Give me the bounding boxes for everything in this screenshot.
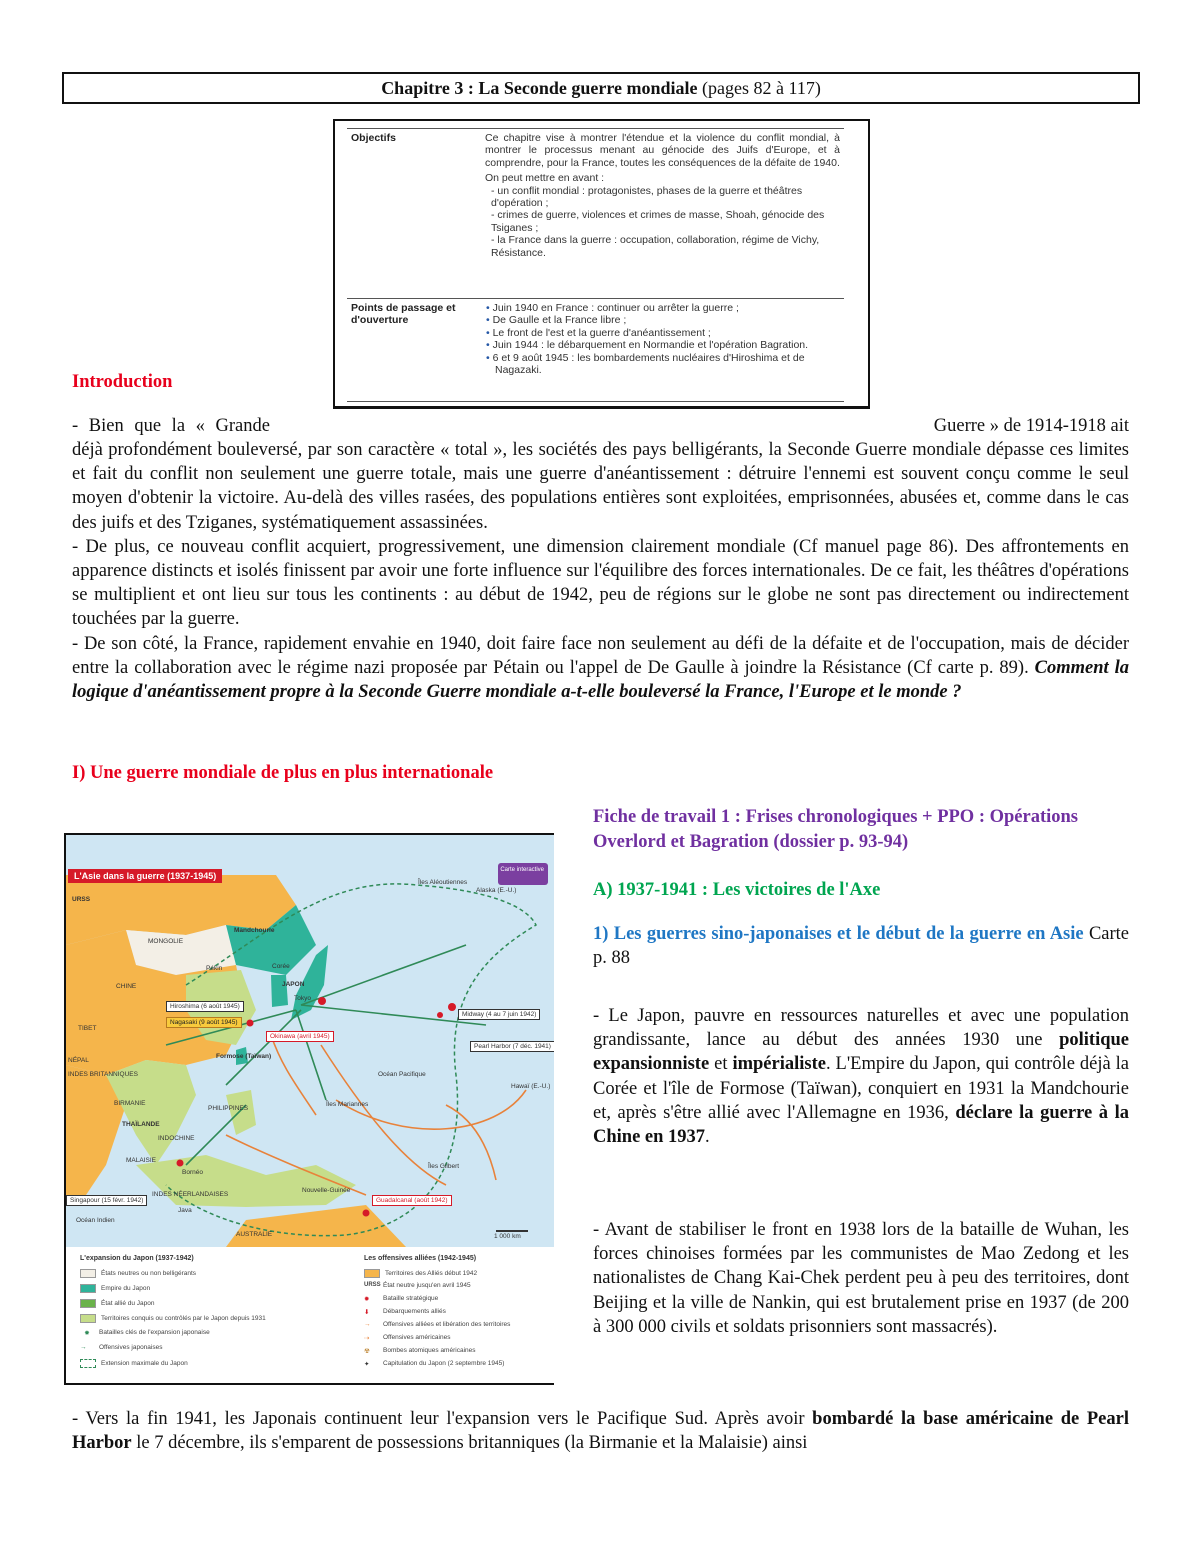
legend-swatch-conquered — [80, 1314, 96, 1323]
passage-item: • 6 et 9 août 1945 : les bombardements nucléaires d'Hiroshima et de Nagazaki. — [495, 352, 840, 377]
objectifs-text — [485, 132, 840, 259]
map-title: L'Asie dans la guerre (1937-1945) — [68, 869, 222, 883]
imperialiste: impérialiste — [732, 1054, 826, 1075]
legend-item: États neutres ou non belligérants — [80, 1269, 196, 1278]
legend-item: ☢ Bombes atomiques américaines — [364, 1347, 476, 1355]
map-label-urss: URSS — [72, 896, 91, 903]
declare-guerre-chine: déclare la guerre à la Chine en 1937 — [593, 1102, 1129, 1148]
legend-item: URSS État neutre jusqu'en avril 1945 — [364, 1282, 471, 1290]
intro-p1-rest: déjà profondément bouleversé, par son caractère « total », les sociétés des pays belligérants, la Seconde Guerre mondiale dépasse ces limites et fait du conflit non seulement une guerre totale, mais une guerre d'anéantissement : détruire l'ennemi est souvent conçu comme le seul moyen d'obtenir la victoire. Au-delà des villes rasées, des populations entières sont exploitées, emprisonnées, abusées et, comme dans le cas des juifs et des Tziganes, systématiquement assassinées. — [72, 440, 1129, 533]
pearl-harbor-bold: bombardé la base américaine de Pearl Harbor — [72, 1409, 1129, 1454]
map-label-ocean-pacifique: Océan Pacifique — [378, 1071, 426, 1078]
intro-body — [72, 438, 1129, 704]
map-event-singapour: Singapour (15 févr. 1942) — [66, 1195, 147, 1206]
politique-expansionniste: politique expansionniste — [593, 1030, 1130, 1075]
map-label-marianes: Îles Mariannes — [326, 1101, 369, 1108]
map-label-coree: Corée — [272, 963, 290, 970]
map-label-mongolie: MONGOLIE — [148, 938, 184, 945]
legend-item: ✹ Bataille stratégique — [364, 1295, 439, 1303]
chapter-pages: (pages 82 à 117) — [702, 78, 821, 98]
section-1-heading: I) Une guerre mondiale de plus en plus internationale — [72, 763, 494, 783]
subsection-1-heading — [593, 922, 1129, 970]
legend-item: Territoires des Alliés début 1942 — [364, 1269, 477, 1278]
map-label-aleoutiennes: Îles Aléoutiennes — [418, 879, 468, 886]
passage-item: • Juin 1944 : le débarquement en Normandie et l'opération Bagration. — [495, 339, 840, 351]
map-event-nagasaki: Nagasaki (9 août 1945) — [166, 1017, 242, 1028]
map-label-philippines: PHILIPPINES — [208, 1105, 249, 1112]
map-label-borneo: Bornéo — [182, 1169, 203, 1176]
map-korea — [271, 975, 288, 1007]
fiche-de-travail: Fiche de travail 1 : Frises chronologiques + PPO : Opérations Overlord et Bagration (dossier p. 93-94) — [593, 807, 1078, 852]
chapter-title-box — [62, 72, 1140, 104]
intro-p1-start: - Bien que la « Grande — [72, 416, 270, 436]
map-label-japon: JAPON — [282, 981, 305, 988]
passage-list — [485, 302, 840, 376]
asia-war-map — [64, 833, 554, 1385]
avant-item: - un conflit mondial : protagonistes, phases de la guerre et théâtres d'opération ; — [491, 184, 803, 210]
subsection-1-ref: Carte p. 88 — [593, 924, 1130, 969]
passage-item: • Le front de l'est et la guerre d'anéantissement ; — [495, 327, 840, 339]
objectifs-label: Objectifs — [351, 132, 396, 144]
map-label-indochine: INDOCHINE — [158, 1135, 195, 1142]
legend-item: État allié du Japon — [80, 1299, 154, 1308]
map-label-hawaii: Hawaï (E.-U.) — [511, 1083, 551, 1090]
passage-item: • Juin 1940 en France : continuer ou arrêter la guerre ; — [495, 302, 840, 314]
map-event-guadalcanal: Guadalcanal (août 1942) — [372, 1195, 452, 1206]
legend-urss-tag: URSS — [364, 1282, 381, 1288]
map-label-indes: INDES BRITANNIQUES — [68, 1071, 138, 1078]
map-label-thailande: THAÏLANDE — [122, 1121, 160, 1128]
legend-arrow-icon: → — [80, 1344, 87, 1351]
legend-strategic-icon: ✹ — [364, 1296, 370, 1303]
map-label-nepal: NÉPAL — [68, 1057, 89, 1064]
intro-p3-text: - De son côté, la France, rapidement envahie en 1940, doit faire face non seulement au défi de la défaite et de l'occupation, mais de décider entre la collaboration avec le régime nazi proposée par Pétain ou l'appel de De Gaulle à joindre la Résistance (Cf carte p. 89). — [72, 633, 1129, 678]
map-label-chine: CHINE — [116, 983, 137, 990]
avant-intro: On peut mettre en avant : — [485, 172, 605, 185]
intro-p2: - De plus, ce nouveau conflit acquiert, progressivement, une dimension clairement mondiale (Cf manuel page 86). Des affrontements en apparence distincts et isolés finissent par avoir une forte influence sur l'équilibre des forces internationales. De ce fait, les théâtres d'opérations se multiplient et ont lieu sur tous les continents : au début de 1942, peu de régions sur le globe ne sont pas directement ou indirectement touchées par la guerre. — [72, 536, 1129, 630]
legend-right-title: Les offensives alliées (1942-1945) — [364, 1255, 477, 1262]
intro-first-line — [72, 414, 1129, 438]
legend-item: ✸ Batailles clés de l'expansion japonaise — [80, 1329, 210, 1336]
legend-dashed-swatch — [80, 1359, 96, 1368]
map-label-birmanie: BIRMANIE — [114, 1100, 146, 1107]
map-label-australie: AUSTRALIE — [236, 1231, 273, 1238]
asia-para-3: - Vers la fin 1941, les Japonais continuent leur l'expansion vers le Pacifique Sud. Après avoir bombardé la base américaine de Pearl Harbor le 7 décembre, ils s'emparent de possessions britanniques (la Birmanie et la Malaisie) ainsi — [72, 1409, 1129, 1454]
asia-para-1: - Le Japon, pauvre en ressources naturelles et avec une population grandissante, lance au début des années 1930 une politique expansionniste et impérialiste. L'Empire du Japon, qui contrôle déjà la Corée et l'île de Formose (Taïwan), conquiert en 1931 la Mandchourie et, après s'être allié avec l'Allemagne en 1936, déclare la guerre à la Chine en 1937. — [593, 1006, 1130, 1148]
map-event-pearl-harbor: Pearl Harbor (7 déc. 1941) — [470, 1041, 554, 1052]
legend-item: ⬇ Débarquements alliés — [364, 1308, 446, 1316]
legend-item: ⇢ Offensives américaines — [364, 1334, 451, 1342]
legend-us-arrow-icon: ⇢ — [364, 1335, 370, 1342]
map-label-alaska: Alaska (E.-U.) — [476, 887, 517, 894]
legend-item: → Offensives japonaises — [80, 1344, 163, 1352]
problematique: Comment la logique d'anéantissement propre à la Seconde Guerre mondiale a-t-elle bouleversé la France, l'Europe et le monde ? — [72, 657, 1130, 703]
map-label-nouvelle-guinee: Nouvelle-Guinée — [302, 1187, 351, 1194]
legend-swatch-ally — [80, 1299, 96, 1308]
avant-item: - crimes de guerre, violences et crimes de masse, Shoah, génocide des Tsiganes ; — [491, 209, 825, 234]
subsection-a-heading: A) 1937-1941 : Les victoires de l'Axe — [593, 880, 881, 900]
map-label-tibet: TIBET — [78, 1025, 97, 1032]
legend-item: Empire du Japon — [80, 1284, 150, 1293]
map-label-gilbert: Îles Gilbert — [428, 1163, 460, 1170]
map-legend — [66, 1247, 554, 1383]
objectifs-description: Ce chapitre vise à montrer l'étendue et la violence du conflit mondial, à montrer le processus menant au génocide des Juifs d'Europe, et à comprendre, pour la France, toutes les conséquences de la défaite de 1940. — [485, 132, 840, 169]
map-label-malaisie: MALAISIE — [126, 1157, 156, 1164]
passage-label: Points de passage et d'ouverture — [351, 302, 456, 327]
map-interactive-badge: Carte interactive — [498, 863, 548, 885]
map-event-okinawa: Okinawa (avril 1945) — [266, 1031, 334, 1042]
map-label-tokyo: Tokyo — [294, 995, 311, 1002]
objectives-table — [333, 119, 870, 409]
map-label-indes-neer: INDES NÉERLANDAISES — [152, 1191, 229, 1198]
intro-heading: Introduction — [72, 372, 173, 392]
map-event-midway: Midway (4 au 7 juin 1942) — [458, 1009, 540, 1020]
map-label-ocean-indien: Océan Indien — [76, 1217, 115, 1224]
map-label-java: Java — [178, 1207, 192, 1214]
legend-bomb-icon: ☢ — [364, 1348, 370, 1355]
map-label-formose: Formose (Taïwan) — [216, 1053, 272, 1060]
legend-item: ✦ Capitulation du Japon (2 septembre 1945) — [364, 1360, 505, 1368]
legend-item: → Offensives alliées et libération des territoires — [364, 1321, 511, 1329]
legend-left-title: L'expansion du Japon (1937-1942) — [80, 1255, 194, 1262]
legend-item: Territoires conquis ou contrôlés par le Japon depuis 1931 — [80, 1314, 266, 1323]
map-label-scale: 1 000 km — [494, 1233, 521, 1240]
legend-item: Extension maximale du Japon — [80, 1359, 188, 1368]
legend-capitulation-icon: ✦ — [364, 1361, 370, 1368]
legend-landing-icon: ⬇ — [364, 1309, 370, 1316]
intro-p3 — [72, 632, 1129, 705]
passage-item: • De Gaulle et la France libre ; — [495, 314, 840, 326]
subsection-1-title: 1) Les guerres sino-japonaises et le début de la guerre en Asie — [593, 924, 1084, 944]
avant-item: - la France dans la guerre : occupation, collaboration, régime de Vichy, Résistance. — [491, 234, 820, 259]
asia-para-2: - Avant de stabiliser le front en 1938 lors de la bataille de Wuhan, les forces chinoises formées par les communistes de Mao Zedong et les nationalistes de Chang Kai-Chek perdent peu à peu des territoires, dont Beijing et la ville de Nankin, qui est brutalement prise en 1937 (de 200 à 300 000 civils et soldats prisonniers sont massacrés). — [593, 1220, 1129, 1337]
legend-battle-icon: ✸ — [84, 1330, 90, 1337]
legend-allied-arrow-icon: → — [364, 1321, 371, 1328]
legend-swatch-allied — [364, 1269, 380, 1278]
map-label-mandchourie: Mandchourie — [234, 927, 275, 934]
legend-swatch-neutral — [80, 1269, 96, 1278]
chapter-title: Chapitre 3 : La Seconde guerre mondiale — [381, 78, 698, 98]
map-label-pekin: Pékin — [206, 965, 223, 972]
map-event-hiroshima: Hiroshima (6 août 1945) — [166, 1001, 244, 1012]
intro-p1-end: Guerre » de 1914-1918 ait — [933, 416, 1129, 436]
legend-swatch-japan — [80, 1284, 96, 1293]
